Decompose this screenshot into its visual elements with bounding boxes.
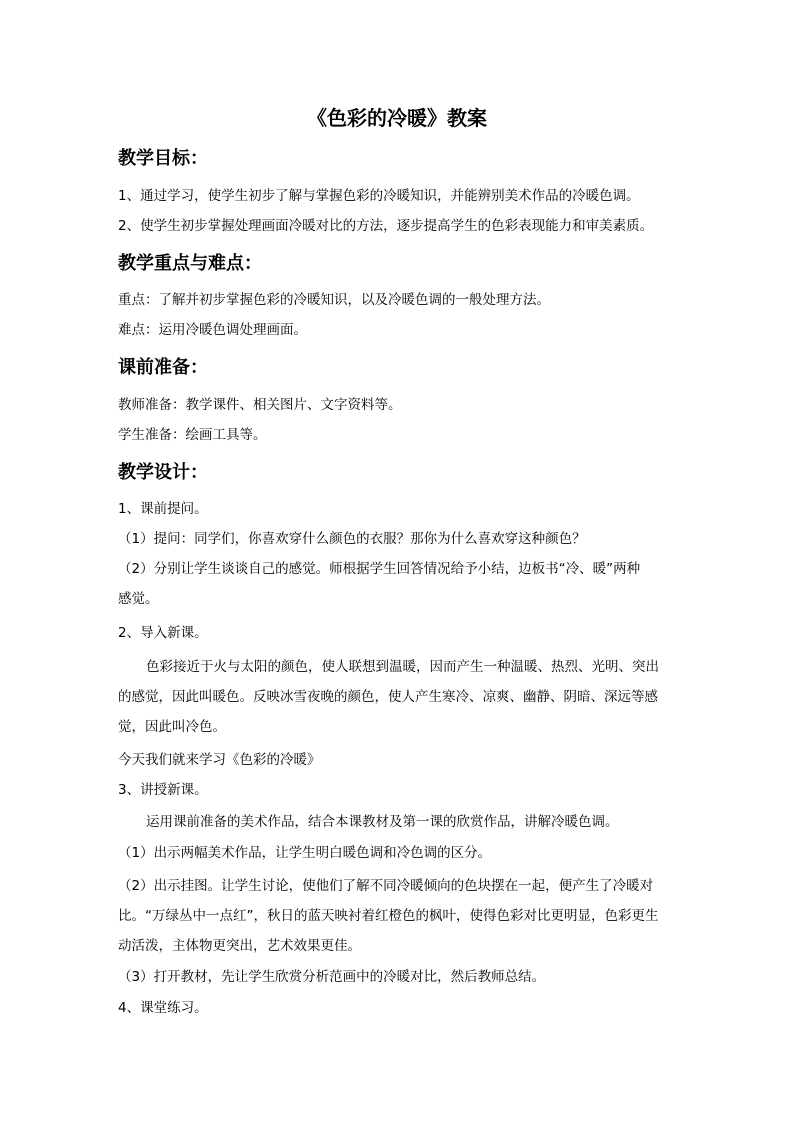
design-line: 比。“万绿丛中一点红”，秋日的蓝天映衬着红橙色的枫叶，使得色彩对比更明显，色彩更生 <box>118 908 659 924</box>
design-line: （2）分别让学生谈谈自己的感觉。师根据学生回答情况给予小结，边板书“冷、暖”两种 <box>118 561 641 577</box>
design-line: 感觉。 <box>118 591 159 607</box>
design-line: 色彩接近于火与太阳的颜色，使人联想到温暖，因而产生一种温暖、热烈、光明、突出 <box>146 659 659 675</box>
heading-teaching-design: 教学设计： <box>118 462 208 483</box>
goal-line-1: 1、通过学习，使学生初步了解与掌握色彩的冷暖知识，并能辨别美术作品的冷暖色调。 <box>118 188 640 204</box>
heading-teaching-goals: 教学目标： <box>118 148 208 169</box>
design-line: （1）提问：同学们，你喜欢穿什么颜色的衣服？那你为什么喜欢穿这种颜色？ <box>118 531 586 547</box>
design-line: （2）出示挂图。让学生讨论，使他们了解不同冷暖倾向的色块摆在一起，便产生了冷暖对 <box>118 878 654 894</box>
design-line: （3）打开教材，先让学生欣赏分析范画中的冷暖对比，然后教师总结。 <box>118 969 546 985</box>
design-line: （1）出示两幅美术作品，让学生明白暖色调和冷色调的区分。 <box>118 845 492 861</box>
document-title: 《色彩的冷暖》教案 <box>307 106 487 130</box>
design-line: 4、课堂练习。 <box>118 1000 208 1016</box>
keypoint-line-1: 重点：了解并初步掌握色彩的冷暖知识，以及冷暖色调的一般处理方法。 <box>118 292 550 308</box>
design-line: 的感觉，因此叫暖色。反映冰雪夜晚的颜色，使人产生寒冷、凉爽、幽静、阴暗、深远等感 <box>118 689 658 705</box>
design-line: 觉，因此叫冷色。 <box>118 719 226 735</box>
design-line: 3、讲授新课。 <box>118 782 208 798</box>
design-line: 1、课前提问。 <box>118 501 208 517</box>
heading-preparation: 课前准备： <box>118 357 208 378</box>
design-line: 运用课前准备的美术作品，结合本课教材及第一课的欣赏作品，讲解冷暖色调。 <box>146 814 619 830</box>
design-line: 今天我们就来学习《色彩的冷暖》 <box>118 752 321 768</box>
keypoint-line-2: 难点：运用冷暖色调处理画面。 <box>118 322 307 338</box>
prep-line-1: 教师准备：教学课件、相关图片、文字资料等。 <box>118 397 402 413</box>
heading-key-points: 教学重点与难点： <box>118 253 262 274</box>
design-line: 动活泼，主体物更突出，艺术效果更佳。 <box>118 938 361 954</box>
design-line: 2、导入新课。 <box>118 625 208 641</box>
goal-line-2: 2、使学生初步掌握处理画面冷暖对比的方法，逐步提高学生的色彩表现能力和审美素质。 <box>118 218 654 234</box>
prep-line-2: 学生准备：绘画工具等。 <box>118 427 267 443</box>
